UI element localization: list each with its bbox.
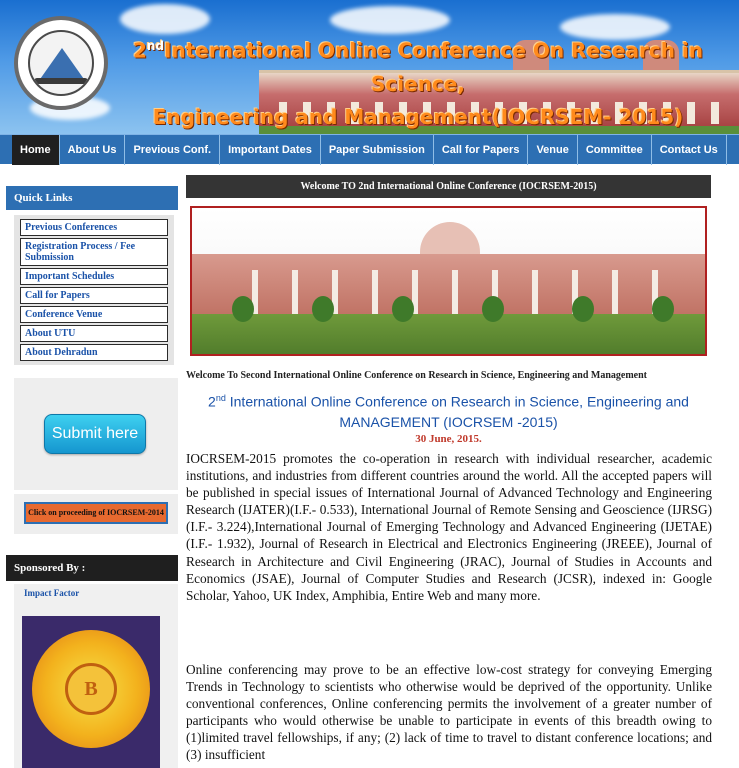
sponsor-panel	[14, 584, 178, 768]
conference-date: 30 June, 2015.	[415, 433, 482, 445]
header-banner	[0, 0, 739, 134]
sun-logo-icon: B	[32, 630, 150, 748]
quick-link-important-schedules[interactable]: Important Schedules	[20, 268, 168, 285]
page-title: 2ndInternational Online Conference On Research in Science, Engineering and Management(IOCRSEM- 2015)	[132, 38, 703, 129]
nav-home[interactable]: Home	[12, 135, 60, 165]
nav-committee[interactable]: Committee	[578, 135, 652, 165]
online-conferencing-paragraph: Online conferencing may prove to be an effective low-cost strategy for conveying Emerging Trends in Technology to scientists who otherwise would be deprived of the opportunity. Unlike conventional conferences, Online conferencing permits the involvement of a greater number of participants who would otherwise be unable to participate in events of this breadth owing to (1)limited travel fellowships, if any; (2) lack of time to travel to distant conference locations; and (3) insufficient	[186, 662, 712, 763]
quick-link-call-for-papers[interactable]: Call for Papers	[20, 287, 168, 304]
quick-links-title: Quick Links	[6, 186, 178, 210]
quick-link-about-dehradun[interactable]: About Dehradun	[20, 344, 168, 361]
main-nav	[0, 134, 739, 164]
welcome-bar: Welcome TO 2nd International Online Conference (IOCRSEM-2015)	[186, 175, 711, 198]
campus-photo	[190, 206, 707, 356]
nav-about-us[interactable]: About Us	[60, 135, 126, 165]
nav-contact-us[interactable]: Contact Us	[652, 135, 727, 165]
conference-title: 2nd International Online Conference on Research in Science, Engineering and MANAGEMENT (IOCRSEM -2015)	[208, 393, 689, 430]
nav-venue[interactable]: Venue	[528, 135, 577, 165]
impact-factor-label: Impact Factor	[24, 588, 80, 598]
nav-paper-submission[interactable]: Paper Submission	[321, 135, 434, 165]
intro-paragraph: IOCRSEM-2015 promotes the co-operation in research with individual researcher, academic institutions, and industries from different countries around the world. All the accepted papers will be published in special issues of International Journal of Advanced Technology and Engineering Research (IJATER)(I.F.- 0.533), International Journal of Remote Sensing and Geoscience (IJRSG)(I.F.- 3.224),International Journal of Emerging Technology and Advanced Engineering (IJETAE)(I.F.- 1.932), Journal of Research in Electrical and Electronics Engineering (JREEE), Journal of Research in Architecture and Civil Engineering (JRAC), Journal of Studies in Accounts and Economics (JSAE), Journal of Computer Studies and Research (JCSR), indexed in: Google Scholar, Yahoo, UK Index, Amphibia, Entire Web and many more.	[186, 451, 712, 603]
nav-call-for-papers[interactable]: Call for Papers	[434, 135, 529, 165]
quick-link-previous-conferences[interactable]: Previous Conferences	[20, 219, 168, 236]
quick-link-conference-venue[interactable]: Conference Venue	[20, 306, 168, 323]
proceeding-2014-button[interactable]: Click on proceeding of IOCRSEM-2014	[24, 502, 168, 524]
quick-links-list	[14, 215, 174, 365]
nav-previous-conf[interactable]: Previous Conf.	[125, 135, 220, 165]
sponsor-image[interactable]	[22, 616, 160, 768]
submit-here-button[interactable]: Submit here	[44, 414, 146, 454]
university-logo-icon[interactable]	[14, 16, 108, 110]
welcome-subheading: Welcome To Second International Online Conference on Research in Science, Engineering and Management	[186, 370, 648, 381]
quick-link-registration[interactable]: Registration Process / Fee Submission	[20, 238, 168, 266]
quick-link-about-utu[interactable]: About UTU	[20, 325, 168, 342]
nav-important-dates[interactable]: Important Dates	[220, 135, 321, 165]
sponsored-by-title: Sponsored By :	[6, 555, 178, 581]
proceeding-panel	[14, 494, 178, 534]
submit-panel	[14, 378, 178, 490]
